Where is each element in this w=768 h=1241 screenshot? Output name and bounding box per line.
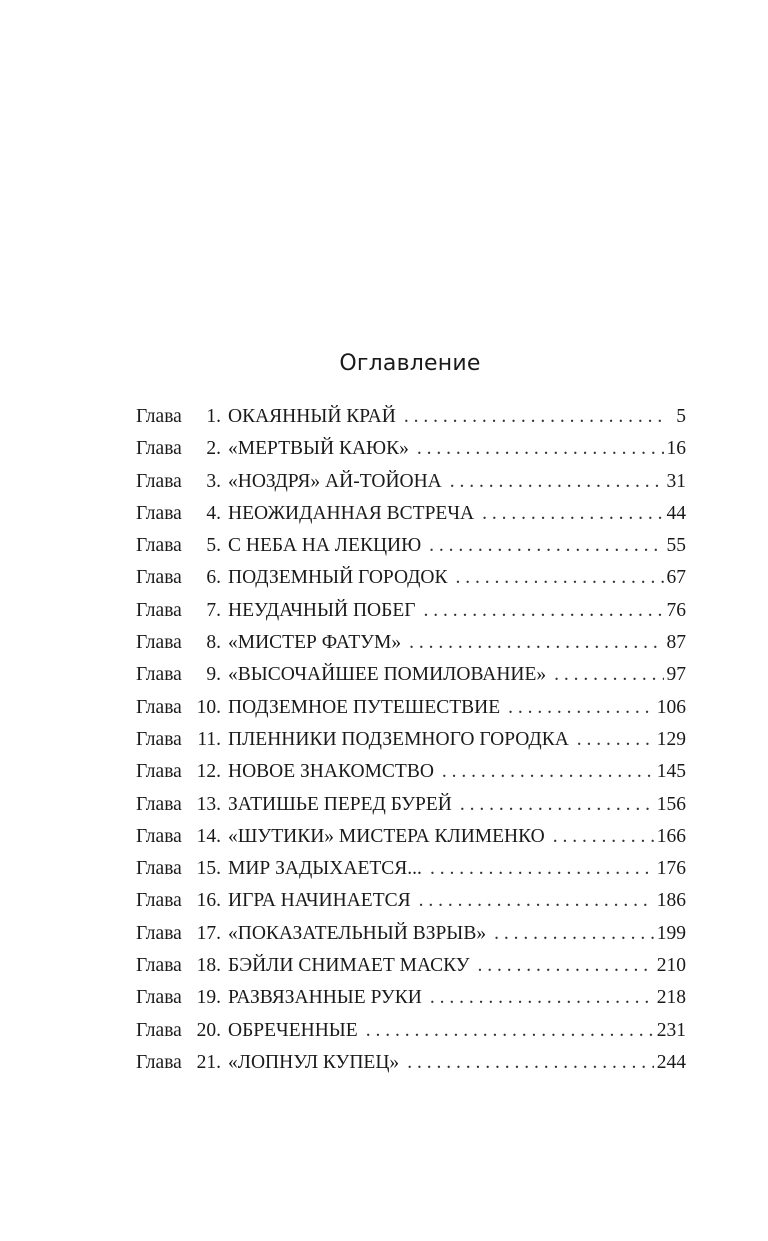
toc-entry[interactable] — [136, 503, 686, 535]
chapter-label: Глава — [136, 664, 182, 686]
chapter-number: 17. — [196, 922, 221, 944]
page-number: 231 — [656, 1019, 686, 1041]
dot-leader — [424, 600, 664, 622]
chapter-title: «ШУТИКИ» МИСТЕРА КЛИМЕНКО — [228, 825, 545, 847]
page-number: 5 — [676, 406, 686, 427]
chapter-label: Глава — [136, 406, 182, 427]
chapter-title: «ЛОПНУЛ КУПЕЦ» — [228, 1051, 400, 1073]
chapter-title: НЕУДАЧНЫЙ ПОБЕГ — [228, 599, 416, 621]
chapter-label: Глава — [136, 470, 182, 492]
chapter-title: ПОДЗЕМНЫЙ ГОРОДОК — [228, 567, 448, 589]
page-number: 186 — [656, 890, 686, 912]
chapter-number: 19. — [196, 987, 221, 1009]
chapter-number: 2. — [206, 438, 221, 460]
toc-entry[interactable] — [136, 600, 686, 632]
page-number: 106 — [656, 696, 686, 718]
dot-leader — [456, 567, 664, 589]
toc-entry[interactable] — [136, 794, 686, 826]
dot-leader — [553, 826, 654, 848]
page-number: 218 — [656, 987, 686, 1009]
chapter-title: «НОЗДРЯ» АЙ-ТОЙОНА — [228, 470, 442, 492]
chapter-label: Глава — [136, 535, 182, 557]
toc-entry[interactable] — [136, 664, 686, 696]
chapter-title: «МИСТЕР ФАТУМ» — [228, 632, 402, 654]
chapter-label: Глава — [136, 858, 182, 880]
chapter-title: ПОДЗЕМНОЕ ПУТЕШЕСТВИЕ — [228, 696, 501, 718]
dot-leader — [478, 955, 654, 977]
page-number: 145 — [656, 761, 686, 783]
chapter-number: 21. — [196, 1051, 221, 1073]
chapter-number: 14. — [196, 825, 221, 847]
toc-entry[interactable] — [136, 1020, 686, 1052]
dot-leader — [442, 761, 654, 783]
dot-leader — [419, 890, 654, 912]
toc-entry[interactable] — [136, 923, 686, 955]
chapter-number: 18. — [196, 955, 221, 977]
chapter-label: Глава — [136, 728, 182, 750]
dot-leader — [450, 471, 664, 493]
dot-leader — [430, 858, 654, 880]
chapter-title: «ПОКАЗАТЕЛЬНЫЙ ВЗРЫВ» — [228, 922, 487, 944]
chapter-label: Глава — [136, 955, 182, 977]
chapter-number: 12. — [196, 761, 221, 783]
toc-entry[interactable] — [136, 632, 686, 664]
chapter-number: 13. — [196, 793, 221, 815]
dot-leader — [404, 406, 667, 428]
dot-leader — [508, 697, 654, 719]
chapter-title: РАЗВЯЗАННЫЕ РУКИ — [228, 987, 422, 1009]
dot-leader — [482, 503, 663, 525]
page-number: 97 — [666, 664, 686, 686]
dot-leader — [577, 729, 654, 751]
chapter-title: НОВОЕ ЗНАКОМСТВО — [228, 761, 434, 783]
toc-entry[interactable] — [136, 406, 686, 438]
dot-leader — [409, 632, 663, 654]
chapter-number: 8. — [206, 632, 221, 654]
page-number: 16 — [666, 438, 686, 460]
chapter-number: 4. — [206, 502, 221, 524]
dot-leader — [429, 535, 663, 557]
dot-leader — [494, 923, 654, 945]
dot-leader — [460, 794, 654, 816]
toc-entry[interactable] — [136, 438, 686, 470]
page-number: 67 — [666, 567, 686, 589]
chapter-title: МИР ЗАДЫХАЕТСЯ... — [228, 858, 422, 880]
chapter-number: 9. — [206, 664, 221, 686]
chapter-number: 7. — [206, 599, 221, 621]
chapter-label: Глава — [136, 502, 182, 524]
chapter-label: Глава — [136, 987, 182, 1009]
chapter-title: ИГРА НАЧИНАЕТСЯ — [228, 890, 411, 912]
chapter-title: НЕОЖИДАННАЯ ВСТРЕЧА — [228, 502, 475, 524]
chapter-label: Глава — [136, 1051, 182, 1073]
page-number: 55 — [666, 535, 686, 557]
chapter-number: 6. — [206, 567, 221, 589]
toc-entry[interactable] — [136, 826, 686, 858]
chapter-number: 10. — [196, 696, 221, 718]
chapter-label: Глава — [136, 922, 182, 944]
chapter-label: Глава — [136, 761, 182, 783]
page-number: 176 — [656, 858, 686, 880]
table-of-contents — [136, 406, 686, 1084]
dot-leader — [430, 987, 654, 1009]
page-number: 129 — [656, 728, 686, 750]
chapter-label: Глава — [136, 825, 182, 847]
page-number: 210 — [656, 955, 686, 977]
chapter-title: «ВЫСОЧАЙШЕЕ ПОМИЛОВАНИЕ» — [228, 664, 547, 686]
toc-entry[interactable] — [136, 729, 686, 761]
toc-entry[interactable] — [136, 535, 686, 567]
toc-entry[interactable] — [136, 1052, 686, 1084]
chapter-label: Глава — [136, 632, 182, 654]
page-number: 199 — [656, 922, 686, 944]
chapter-label: Глава — [136, 599, 182, 621]
chapter-title: ЗАТИШЬЕ ПЕРЕД БУРЕЙ — [228, 793, 452, 815]
chapter-label: Глава — [136, 1019, 182, 1041]
toc-entry[interactable] — [136, 955, 686, 987]
chapter-title: ОБРЕЧЕННЫЕ — [228, 1019, 358, 1041]
chapter-title: БЭЙЛИ СНИМАЕТ МАСКУ — [228, 955, 470, 977]
chapter-number: 11. — [197, 728, 221, 750]
chapter-number: 20. — [196, 1019, 221, 1041]
dot-leader — [407, 1052, 654, 1074]
chapter-title: ПЛЕННИКИ ПОДЗЕМНОГО ГОРОДКА — [228, 728, 569, 750]
chapter-number: 5. — [206, 535, 221, 557]
page-number: 156 — [656, 793, 686, 815]
page-title: Оглавление — [339, 350, 481, 376]
dot-leader — [366, 1020, 654, 1042]
chapter-title: С НЕБА НА ЛЕКЦИЮ — [228, 535, 422, 557]
toc-entry[interactable] — [136, 761, 686, 793]
chapter-number: 15. — [196, 858, 221, 880]
page-number: 87 — [666, 632, 686, 654]
page-number: 244 — [656, 1051, 686, 1073]
dot-leader — [554, 664, 663, 686]
chapter-label: Глава — [136, 567, 182, 589]
toc-entry[interactable] — [136, 697, 686, 729]
chapter-label: Глава — [136, 890, 182, 912]
toc-entry[interactable] — [136, 567, 686, 599]
toc-entry[interactable] — [136, 858, 686, 890]
chapter-number: 1. — [206, 406, 221, 427]
toc-entry[interactable] — [136, 471, 686, 503]
dot-leader — [417, 438, 664, 460]
page-number: 166 — [656, 825, 686, 847]
page-number: 44 — [666, 502, 686, 524]
page-number: 31 — [666, 470, 686, 492]
toc-entry[interactable] — [136, 987, 686, 1019]
chapter-label: Глава — [136, 793, 182, 815]
chapter-title: «МЕРТВЫЙ КАЮК» — [228, 438, 409, 460]
chapter-number: 16. — [196, 890, 221, 912]
chapter-label: Глава — [136, 696, 182, 718]
page-number: 76 — [666, 599, 686, 621]
chapter-number: 3. — [206, 470, 221, 492]
chapter-label: Глава — [136, 438, 182, 460]
chapter-title: ОКАЯННЫЙ КРАЙ — [228, 406, 396, 427]
toc-entry[interactable] — [136, 890, 686, 922]
